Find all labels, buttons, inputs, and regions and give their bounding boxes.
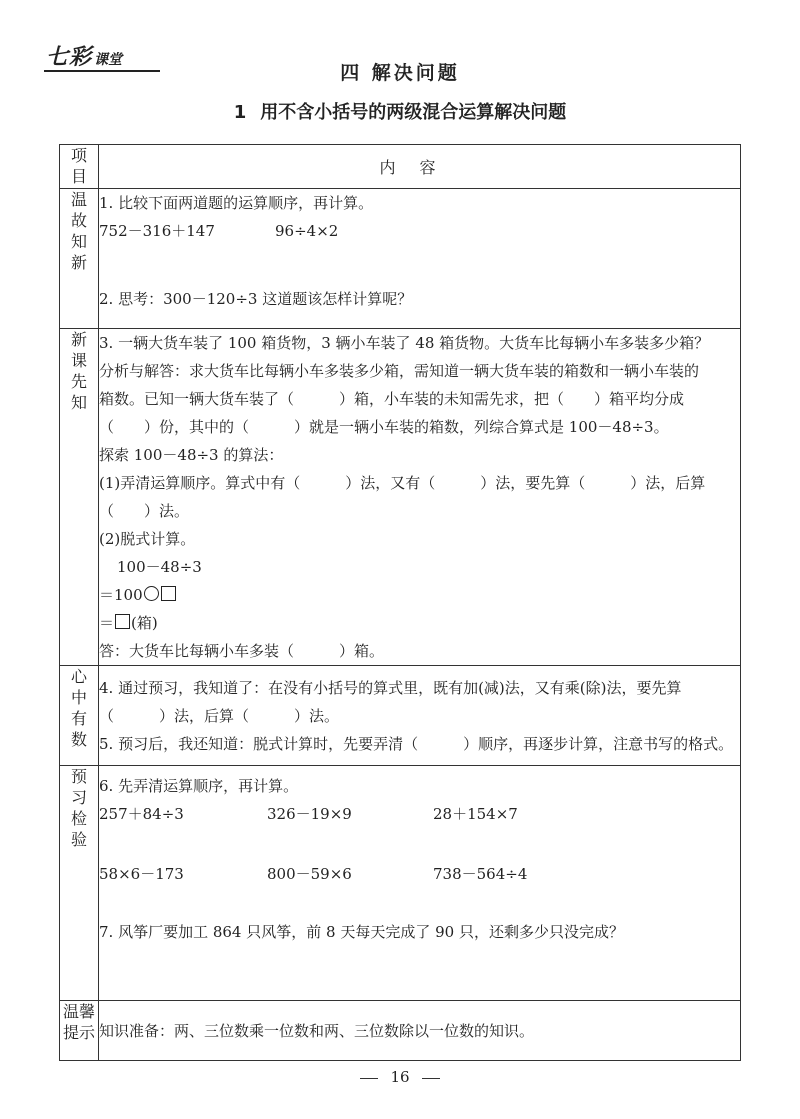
- page-number: 16: [390, 1068, 410, 1086]
- answer-space: [99, 828, 740, 860]
- expr: 28＋154×7: [433, 805, 518, 823]
- label-char: 新: [70, 253, 87, 272]
- worksheet-table: [59, 144, 741, 1061]
- label-char: 故: [70, 211, 87, 230]
- brand-sub: 课堂: [94, 52, 123, 68]
- label-char: 中: [70, 688, 87, 707]
- check-label: [60, 766, 99, 1001]
- question-1: 1. 比较下面两道题的运算顺序，再计算。: [99, 194, 374, 212]
- answer-space: [99, 245, 740, 285]
- brand-main: 七彩: [46, 45, 93, 70]
- check-content: [99, 766, 741, 1001]
- unit-title: 四 解决问题: [340, 62, 460, 84]
- expr-row: [99, 860, 740, 888]
- calc-line: 100－48÷3: [117, 558, 202, 576]
- analysis-line: 分析与解答：求大货车比每辆小车多装多少箱，需知道一辆大货车装的箱数和一辆小车装的: [99, 362, 700, 380]
- footer-dash: [360, 1078, 378, 1079]
- header-item-cell: [60, 145, 99, 189]
- table-header-row: [60, 145, 741, 189]
- step-1-line: (1)弄清运算顺序。算式中有（ ）法，又有（ ）法，要先算（ ）法，后算: [99, 474, 706, 492]
- question-4: 4. 通过预习，我知道了：在没有小括号的算式里，既有加(减)法，又有乘(除)法，要先算: [99, 679, 682, 697]
- check-row: [60, 766, 741, 1001]
- expr: 738－564÷4: [433, 865, 528, 883]
- calc-text: (箱): [131, 614, 158, 632]
- analysis-line: （ ）份，其中的（ ）就是一辆小车装的箱数，列综合算式是 100－48÷3。: [99, 418, 669, 436]
- calc-line: [99, 581, 740, 609]
- review-label: [60, 189, 99, 329]
- lesson-number: 1: [233, 102, 247, 123]
- analysis-line: 箱数。已知一辆大货车装了（ ）箱，小车装的未知需先求，把（ ）箱平均分成: [99, 390, 685, 408]
- question-6: 6. 先弄清运算顺序，再计算。: [99, 777, 299, 795]
- expr: 96÷4×2: [275, 222, 339, 240]
- tips-row: [60, 1001, 741, 1061]
- summary-label: [60, 666, 99, 766]
- tips-label: [60, 1001, 99, 1061]
- page-footer: [0, 1068, 800, 1086]
- expr: 257＋84÷3: [99, 805, 184, 823]
- footer-dash: [422, 1078, 440, 1079]
- calc-line: [99, 609, 740, 637]
- new-lesson-row: [60, 329, 741, 666]
- tips-content: [99, 1001, 741, 1061]
- expr: 326－19×9: [267, 805, 352, 823]
- step-1-line: （ ）法。: [99, 502, 190, 520]
- label-char: 验: [70, 830, 87, 849]
- label-char: 预: [70, 767, 87, 786]
- question-7: 7. 风筝厂要加工 864 只风筝，前 8 天每天完成了 90 只，还剩多少只没完成？: [99, 923, 624, 941]
- expr: 752－316＋147: [99, 222, 215, 240]
- lesson-title-text: 用不含小括号的两级混合运算解决问题: [260, 102, 567, 123]
- question-5: 5. 预习后，我还知道：脱式计算时，先要弄清（ ）顺序，再逐步计算，注意书写的格式。: [99, 735, 734, 753]
- question-1-exprs: [99, 217, 740, 245]
- summary-row: [60, 666, 741, 766]
- label-char: 新: [70, 330, 87, 349]
- question-4-cont: （ ）法，后算（ ）法。: [99, 707, 340, 725]
- answer-space: [99, 888, 740, 918]
- step-2-line: (2)脱式计算。: [99, 530, 196, 548]
- label-char: 知: [70, 393, 87, 412]
- label-char: 知: [70, 232, 87, 251]
- lesson-title: [0, 98, 800, 124]
- review-row: [60, 189, 741, 329]
- label-char: 数: [70, 730, 87, 749]
- question-2: 2. 思考：300－120÷3 这道题该怎样计算呢？: [99, 290, 413, 308]
- explore-line: 探索 100－48÷3 的算法：: [99, 446, 284, 464]
- header-item-char: 项: [70, 146, 87, 165]
- label-char: 习: [70, 788, 87, 807]
- expr: 800－59×6: [267, 865, 352, 883]
- summary-content: [99, 666, 741, 766]
- label-char: 先: [70, 372, 87, 391]
- tips-text: 知识准备：两、三位数乘一位数和两、三位数除以一位数的知识。: [99, 1021, 535, 1040]
- question-3: 3. 一辆大货车装了 100 箱货物，3 辆小车装了 48 箱货物。大货车比每辆小车多装多少箱？: [99, 334, 710, 352]
- label-char: 检: [70, 809, 87, 828]
- number-box-blank: [115, 614, 130, 629]
- header-item-char: 目: [70, 167, 87, 186]
- label-char: 心: [70, 667, 87, 686]
- expr: 58×6－173: [99, 865, 184, 883]
- label-char: 温: [70, 190, 87, 209]
- calc-text: ＝100: [99, 586, 143, 604]
- review-content: [99, 189, 741, 329]
- calc-text: ＝: [99, 614, 115, 632]
- new-lesson-content: [99, 329, 741, 666]
- label-char: 课: [70, 351, 87, 370]
- number-box-blank: [161, 586, 176, 601]
- label-text: 温馨: [62, 1002, 95, 1021]
- answer-line: 答：大货车比每辆小车多装（ ）箱。: [99, 642, 385, 660]
- label-text: 提示: [62, 1023, 95, 1042]
- operator-circle-blank: [144, 586, 159, 601]
- label-char: 有: [70, 709, 87, 728]
- new-lesson-label: [60, 329, 99, 666]
- header-content-cell: 内容: [99, 145, 741, 189]
- expr-row: [99, 800, 740, 828]
